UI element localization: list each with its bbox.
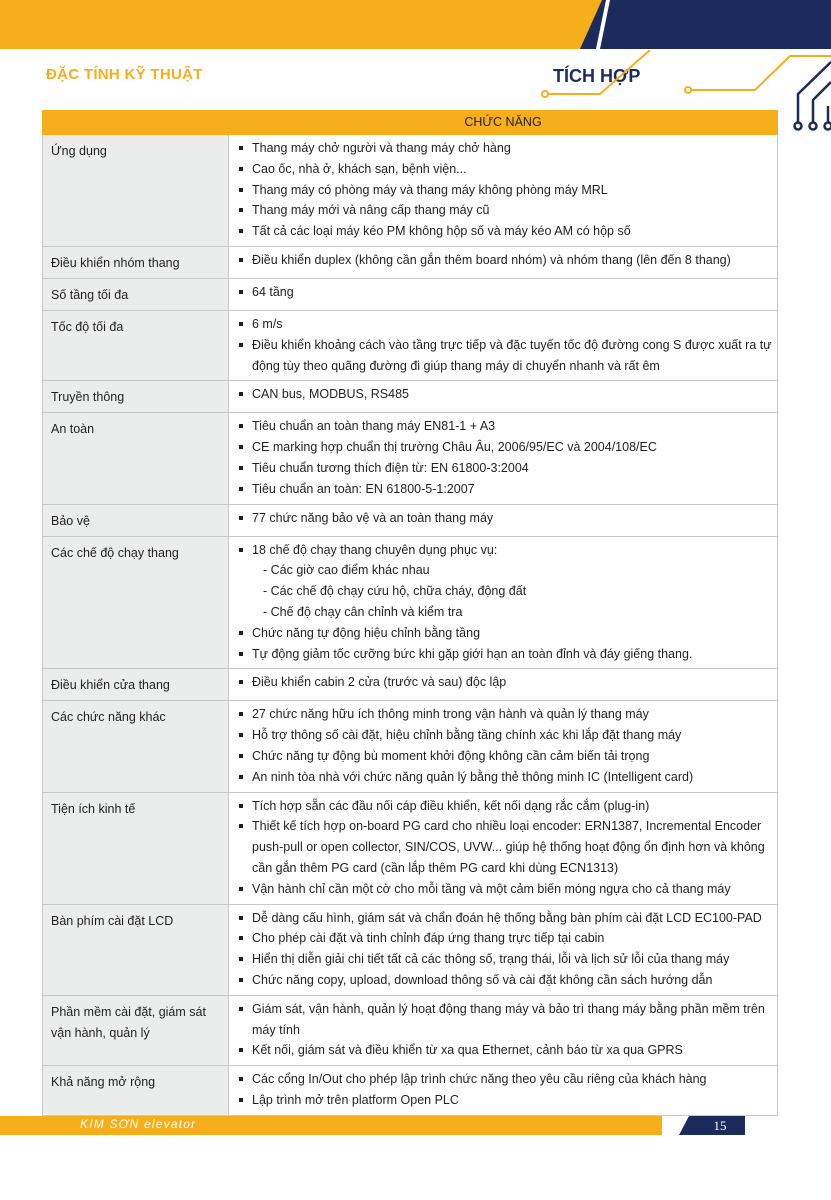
list-item: 6 m/s <box>238 314 773 335</box>
table-row <box>43 135 778 247</box>
table-row <box>43 995 778 1065</box>
table-row <box>43 536 778 669</box>
list-item: Vận hành chỉ cần một cờ cho mỗi tầng và một cảm biến móng ngựa cho cả thang máy <box>238 879 773 900</box>
row-content <box>229 904 778 995</box>
section-title: TÍCH HỢP <box>553 66 641 86</box>
feature-list <box>238 672 773 693</box>
feature-list <box>238 384 773 405</box>
footer-brand: KIM SƠN elevator <box>80 1117 197 1131</box>
row-content <box>229 246 778 278</box>
row-label: Ứng dụng <box>43 135 229 247</box>
list-item: Điều khiển khoảng cách vào tầng trực tiếp và đặc tuyến tốc độ đường cong S được xuất ra tự động tùy theo quãng đường đi giúp thang máy di chuyển nhanh và rất êm <box>238 335 773 377</box>
list-item: Tiêu chuẩn tương thích điện từ: EN 61800-3:2004 <box>238 458 773 479</box>
list-item: Tiêu chuẩn an toàn thang máy EN81-1 + A3 <box>238 416 773 437</box>
table-row <box>43 310 778 380</box>
list-item: Hiển thị diễn giải chi tiết tất cả các thông số, trạng thái, lỗi và lịch sử lỗi của thang máy <box>238 949 773 970</box>
row-content <box>229 536 778 669</box>
row-content <box>229 278 778 310</box>
row-label: Điều khiển cửa thang <box>43 669 229 701</box>
list-item: CAN bus, MODBUS, RS485 <box>238 384 773 405</box>
row-label: Truyền thông <box>43 381 229 413</box>
row-content <box>229 669 778 701</box>
feature-list <box>238 1069 773 1111</box>
table-row <box>43 413 778 504</box>
header-accent-bar <box>0 0 602 49</box>
page-title: ĐẶC TÍNH KỸ THUẬT <box>46 66 203 83</box>
feature-list <box>238 282 773 303</box>
row-label: Tốc độ tối đa <box>43 310 229 380</box>
page-number: 15 <box>713 1118 727 1133</box>
list-item: Cao ốc, nhà ở, khách sạn, bệnh viện... <box>238 159 773 180</box>
spec-table <box>42 110 778 1116</box>
header-brand-bar <box>580 0 831 49</box>
feature-list <box>238 796 773 900</box>
list-item: Cho phép cài đặt và tinh chỉnh đáp ứng thang trực tiếp tại cabin <box>238 928 773 949</box>
row-label: Số tầng tối đa <box>43 278 229 310</box>
row-content <box>229 310 778 380</box>
list-item: An ninh tòa nhà với chức năng quản lý bằng thẻ thông minh IC (Intelligent card) <box>238 767 773 788</box>
list-item: - Các chế độ chạy cứu hộ, chữa cháy, động đất <box>263 584 527 599</box>
table-row <box>43 904 778 995</box>
list-item: Thang máy chở người và thang máy chở hàng <box>238 138 773 159</box>
list-item: Chức năng tự động hiệu chỉnh bằng tầng <box>238 623 773 644</box>
spec-table-body <box>43 135 778 1116</box>
list-item: 27 chức năng hữu ích thông minh trong vận hành và quản lý thang máy <box>238 704 773 725</box>
list-item: - Chế độ chạy cân chỉnh và kiểm tra <box>263 604 463 619</box>
list-item: Tiêu chuẩn an toàn: EN 61800-5-1:2007 <box>238 479 773 500</box>
list-item: Dễ dàng cấu hình, giám sát và chẩn đoán hệ thống bằng bàn phím cài đặt LCD EC100-PAD <box>238 908 773 929</box>
feature-list <box>238 540 773 665</box>
list-item: Thang máy có phòng máy và thang máy không phòng máy MRL <box>238 180 773 201</box>
table-row <box>43 669 778 701</box>
list-item: - Các giờ cao điểm khác nhau <box>263 563 430 578</box>
list-item: Các cổng In/Out cho phép lập trình chức năng theo yêu cầu riêng của khách hàng <box>238 1069 773 1090</box>
row-content <box>229 413 778 504</box>
list-item: Tất cả các loại máy kéo PM không hộp số và máy kéo AM có hộp số <box>238 221 773 242</box>
row-content <box>229 504 778 536</box>
table-row <box>43 504 778 536</box>
table-row <box>43 701 778 792</box>
list-item: 64 tầng <box>238 282 773 303</box>
list-item: Thiết kế tích hợp on-board PG card cho nhiều loại encoder: ERN1387, Incremental Encoder push-pull or open collector, SIN/COS, UVW... giúp hệ thống hoạt động ổn định hơn và không cần gắn thêm PG card (cần lắp thêm PG card khi dùng ECN1313) <box>238 816 773 878</box>
list-item: 77 chức năng bảo vệ và an toàn thang máy <box>238 508 773 529</box>
row-label: Tiện ích kinh tế <box>43 792 229 904</box>
list-item: 18 chế độ chạy thang chuyên dụng phục vụ: <box>238 540 773 561</box>
row-content <box>229 1066 778 1116</box>
header-blank-cell <box>43 111 229 135</box>
row-content <box>229 701 778 792</box>
list-item: Thang máy mới và nâng cấp thang máy cũ <box>238 200 773 221</box>
feature-list <box>238 508 773 529</box>
feature-list <box>238 416 773 499</box>
list-item: Chức năng tự động bù moment khởi động không cần cảm biến tải trọng <box>238 746 773 767</box>
table-row <box>43 246 778 278</box>
feature-list <box>238 138 773 242</box>
table-row <box>43 278 778 310</box>
list-item: Tự động giảm tốc cưỡng bức khi gặp giới hạn an toàn đỉnh và đáy giếng thang. <box>238 644 773 665</box>
list-item: Lập trình mở trên platform Open PLC <box>238 1090 773 1111</box>
list-item: Điều khiển duplex (không cần gắn thêm board nhóm) và nhóm thang (lên đến 8 thang) <box>238 250 773 271</box>
row-label: Khả năng mở rộng <box>43 1066 229 1116</box>
row-label: Điều khiển nhóm thang <box>43 246 229 278</box>
table-row <box>43 1066 778 1116</box>
feature-list <box>238 314 773 376</box>
row-label: Bảo vệ <box>43 504 229 536</box>
row-content <box>229 995 778 1065</box>
row-label: Bàn phím cài đặt LCD <box>43 904 229 995</box>
row-label: Phần mềm cài đặt, giám sát vận hành, quản lý <box>43 995 229 1065</box>
list-item: Chức năng copy, upload, download thông số và cài đặt không cần sách hướng dẫn <box>238 970 773 991</box>
feature-list <box>238 704 773 787</box>
list-item: Điều khiển cabin 2 cửa (trước và sau) độc lập <box>238 672 773 693</box>
row-label: An toàn <box>43 413 229 504</box>
spec-table-header <box>43 111 778 135</box>
row-label: Các chức năng khác <box>43 701 229 792</box>
row-content <box>229 135 778 247</box>
column-header: CHỨC NĂNG <box>229 111 778 135</box>
list-item: Hỗ trợ thông số cài đặt, hiệu chỉnh bằng tầng chính xác khi lắp đặt thang máy <box>238 725 773 746</box>
feature-list <box>238 999 773 1061</box>
list-item: Giám sát, vận hành, quản lý hoạt động thang máy và bảo trì thang máy bằng phần mềm trên máy tính <box>238 999 773 1041</box>
feature-list <box>238 908 773 991</box>
row-label: Các chế độ chạy thang <box>43 536 229 669</box>
table-row <box>43 792 778 904</box>
list-item: Kết nối, giám sát và điều khiển từ xa qua Ethernet, cảnh báo từ xa qua GPRS <box>238 1040 773 1061</box>
list-item: Tích hợp sẵn các đầu nối cáp điều khiển, kết nối dạng rắc cắm (plug-in) <box>238 796 773 817</box>
feature-list <box>238 250 773 271</box>
table-row <box>43 381 778 413</box>
list-item: CE marking hợp chuẩn thị trường Châu Âu, 2006/95/EC và 2004/108/EC <box>238 437 773 458</box>
row-content <box>229 792 778 904</box>
row-content <box>229 381 778 413</box>
